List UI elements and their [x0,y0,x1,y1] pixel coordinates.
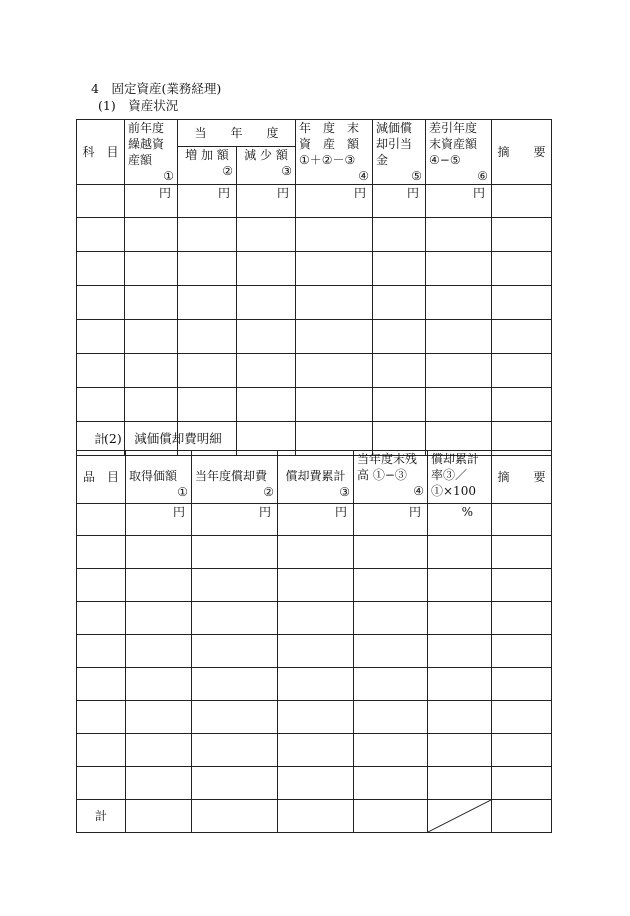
cell[interactable] [426,252,492,286]
total-label: 計 [77,800,126,833]
unit-cell[interactable]: 円 [373,185,426,218]
table-row [77,286,552,320]
cell[interactable] [373,320,426,354]
cell[interactable] [278,569,354,602]
cell[interactable] [178,388,237,422]
unit-cell[interactable] [77,504,126,536]
cell[interactable] [77,734,126,767]
cell[interactable] [428,668,492,701]
cell[interactable] [178,286,237,320]
header-remarks [492,120,552,185]
cell[interactable] [296,354,373,388]
total-row [77,800,552,833]
cell[interactable] [296,388,373,422]
cell[interactable] [296,218,373,252]
unit-cell[interactable]: 円 [192,504,278,536]
cell[interactable] [126,800,192,833]
header-year-end-label: 年 度 末資 産 額 [299,121,360,151]
header-remarks-label: 摘 要 [497,470,546,484]
table-row [77,734,552,767]
header-rate [428,451,492,504]
header-subject-label: 科 目 [82,145,119,159]
cell[interactable] [354,701,428,734]
header-increase-num: ② [222,163,233,178]
header-net-num: ⑥ [477,169,489,183]
table-row [77,635,552,668]
unit-cell[interactable] [492,185,552,218]
cell[interactable] [126,701,192,734]
header-rate-label: 償却累計率③／①×100 [431,452,480,498]
cell[interactable] [178,354,237,388]
cell[interactable] [278,734,354,767]
header-current-year [178,120,296,147]
cell[interactable] [192,734,278,767]
cell[interactable] [354,536,428,569]
cell[interactable] [237,252,296,286]
cell[interactable] [373,218,426,252]
cell[interactable] [192,767,278,800]
table-row [77,536,552,569]
table1-subtitle: (1) 資産状況 [98,98,179,113]
table-row [77,767,552,800]
cell[interactable] [237,354,296,388]
cell[interactable] [492,218,552,252]
header-net-label: 差引年度末資産額 [429,121,478,151]
header-increase-label: 増 加 額 [185,147,229,162]
cell[interactable] [125,388,178,422]
cell[interactable] [178,252,237,286]
cell[interactable] [192,569,278,602]
unit-cell[interactable]: 円 [426,185,492,218]
cell[interactable] [428,734,492,767]
cell[interactable] [126,668,192,701]
cell[interactable] [126,734,192,767]
table-row [77,701,552,734]
cell[interactable] [426,286,492,320]
cell[interactable] [77,252,125,286]
cell[interactable] [126,602,192,635]
cell[interactable] [126,635,192,668]
header-depreciation-label: 減価償却引当金 [376,121,413,167]
table-row [77,320,552,354]
cell[interactable] [178,218,237,252]
header-year-end-formula: ①＋②－③ [299,153,356,167]
cell[interactable] [278,536,354,569]
section-title: 4 固定資産(業務経理) [91,81,222,96]
cell[interactable] [278,635,354,668]
table-row [77,388,552,422]
header-net [426,120,492,185]
cell[interactable] [192,701,278,734]
unit-cell[interactable]: 円 [125,185,178,218]
cell[interactable] [125,354,178,388]
cell[interactable] [373,354,426,388]
cell[interactable] [192,635,278,668]
cell[interactable] [77,286,125,320]
cell[interactable] [278,701,354,734]
unit-cell[interactable]: 円 [296,185,373,218]
cell[interactable] [77,635,126,668]
header-residual-formula: ①−③ [372,468,407,482]
unit-cell[interactable]: 円 [354,504,428,536]
cell[interactable] [492,635,552,668]
cell[interactable] [77,218,125,252]
cell[interactable] [237,388,296,422]
cell[interactable] [354,635,428,668]
cell[interactable] [492,734,552,767]
header-accum-dep-num: ③ [339,485,350,499]
header-net-formula: ④−⑤ [429,153,461,167]
cell[interactable] [492,569,552,602]
header-depreciation [373,120,426,185]
cell[interactable] [492,767,552,800]
asset-status-table [76,119,552,456]
header-current-year-label: 当 年 度 [194,125,279,140]
diagonal-slash [428,800,491,832]
header-prev-balance-label: 前年度繰越資産額 [128,121,165,167]
header-increase [178,146,237,184]
cell[interactable] [492,320,552,354]
cell[interactable] [354,767,428,800]
cell[interactable] [125,218,178,252]
cell[interactable] [354,569,428,602]
cell[interactable] [278,800,354,833]
unit-cell[interactable]: 円 [278,504,354,536]
cell[interactable] [178,320,237,354]
header-subject [77,120,125,185]
cell[interactable] [125,252,178,286]
header-acquisition-num: ① [177,485,188,499]
cell[interactable] [296,252,373,286]
cell[interactable] [126,569,192,602]
cell[interactable] [237,286,296,320]
cell[interactable] [373,252,426,286]
header-depreciation-num: ⑤ [411,169,423,183]
header-prev-balance [125,120,178,185]
cell[interactable] [77,320,125,354]
header-remarks-label: 摘 要 [497,145,546,159]
cell[interactable] [426,354,492,388]
cell[interactable] [492,602,552,635]
table2-subtitle: (2) 減価償却費明細 [104,431,222,446]
table-row [77,569,552,602]
cell[interactable] [77,536,126,569]
header-year-end [296,120,373,185]
cell[interactable] [77,668,126,701]
header-residual [354,451,428,504]
cell[interactable] [296,286,373,320]
cell[interactable] [373,286,426,320]
header-residual-label: 当年度末残高 [357,452,418,482]
cell[interactable] [125,286,178,320]
table-row [77,218,552,252]
cell[interactable] [492,286,552,320]
cell[interactable] [278,602,354,635]
table-row [77,185,552,218]
cell[interactable] [426,320,492,354]
header-decrease-label: 減 少 額 [244,147,288,162]
cell[interactable] [428,767,492,800]
unit-cell[interactable] [492,504,552,536]
header-residual-num: ④ [413,484,424,498]
unit-cell[interactable]: % [428,504,492,536]
depreciation-table [76,450,552,833]
header-decrease-num: ③ [281,163,293,178]
table-row [77,252,552,286]
cell[interactable] [492,701,552,734]
header-acquisition [126,451,192,504]
cell[interactable] [354,602,428,635]
cell[interactable] [492,800,552,833]
cell[interactable] [126,536,192,569]
cell[interactable] [492,354,552,388]
cell[interactable] [492,252,552,286]
cell[interactable] [492,536,552,569]
cell[interactable] [77,569,126,602]
crossed-out-cell [428,800,492,833]
cell[interactable] [354,668,428,701]
header-accum-dep-label: 償却費累計 [285,469,346,483]
header-acquisition-label: 取得価額 [129,469,178,483]
cell[interactable] [125,320,178,354]
unit-cell[interactable] [77,185,125,218]
header-remarks [492,451,552,504]
cell[interactable] [428,701,492,734]
table-row [77,504,552,536]
cell[interactable] [77,767,126,800]
unit-cell[interactable]: 円 [237,185,296,218]
cell[interactable] [278,668,354,701]
cell[interactable] [77,388,125,422]
unit-cell[interactable]: 円 [126,504,192,536]
header-year-end-num: ④ [358,169,370,183]
cell[interactable] [492,668,552,701]
header-decrease [237,146,296,184]
header-accum-dep [278,451,354,504]
cell[interactable] [77,701,126,734]
cell[interactable] [192,668,278,701]
header-current-dep [192,451,278,504]
header-item-label: 品 目 [82,470,119,484]
cell[interactable] [426,218,492,252]
cell[interactable] [278,767,354,800]
cell[interactable] [428,635,492,668]
cell[interactable] [428,602,492,635]
cell[interactable] [428,536,492,569]
cell[interactable] [354,734,428,767]
header-prev-balance-num: ① [163,169,174,183]
table-row [77,354,552,388]
header-current-dep-label: 当年度償却費 [195,469,268,483]
table-row [77,602,552,635]
cell[interactable] [192,602,278,635]
cell[interactable] [192,536,278,569]
cell[interactable] [428,569,492,602]
cell[interactable] [237,320,296,354]
cell[interactable] [126,767,192,800]
cell[interactable] [426,388,492,422]
cell[interactable] [296,320,373,354]
header-item [77,451,126,504]
cell[interactable] [77,602,126,635]
cell[interactable] [354,800,428,833]
unit-cell[interactable]: 円 [178,185,237,218]
cell[interactable] [77,354,125,388]
header-current-dep-num: ② [263,485,274,499]
cell[interactable] [492,388,552,422]
table-row [77,668,552,701]
cell[interactable] [192,800,278,833]
cell[interactable] [373,388,426,422]
total-label: 計 [77,422,125,456]
cell[interactable] [237,218,296,252]
